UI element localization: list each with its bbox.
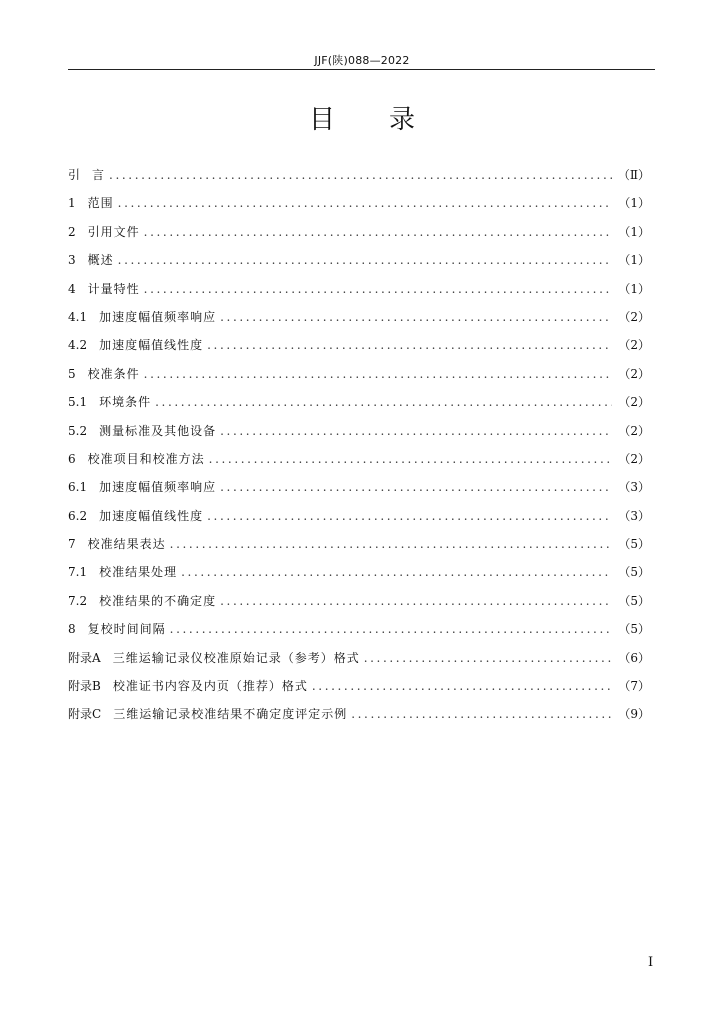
toc-entry-page: （9） bbox=[618, 707, 650, 722]
toc-entry-spacer bbox=[87, 303, 99, 331]
toc-entry-title: 加速度幅值线性度 bbox=[99, 338, 204, 353]
title-char-right: 录 bbox=[389, 105, 416, 135]
toc-entry-page: （2） bbox=[618, 395, 650, 410]
toc-dot-leader bbox=[209, 445, 613, 473]
toc-dot-leader bbox=[207, 502, 612, 530]
toc-entry-6-1[interactable] bbox=[68, 473, 650, 501]
toc-entry-number: 7.1 bbox=[68, 565, 88, 580]
toc-entry-1[interactable] bbox=[68, 189, 650, 217]
toc-dot-leader bbox=[220, 303, 612, 331]
toc-entry-number: 5.2 bbox=[68, 423, 88, 438]
toc-entry-number: 2 bbox=[68, 224, 76, 239]
toc-entry-title: 加速度幅值频率响应 bbox=[99, 480, 217, 495]
toc-entry-spacer bbox=[76, 360, 88, 388]
toc-entry-number: 附录C bbox=[68, 707, 102, 722]
toc-entry-number: 附录B bbox=[68, 679, 101, 694]
toc-entry-number: 5 bbox=[68, 366, 76, 381]
toc-entry-number: 7 bbox=[68, 537, 76, 552]
toc-entry-title: 加速度幅值线性度 bbox=[99, 508, 204, 523]
toc-entry-page: （Ⅱ） bbox=[617, 168, 650, 182]
toc-entry-spacer bbox=[101, 672, 113, 700]
toc-entry-7[interactable] bbox=[68, 530, 650, 558]
toc-entry-page: （2） bbox=[618, 309, 650, 324]
toc-entry-spacer bbox=[76, 189, 88, 217]
toc-entry-title: 范围 bbox=[87, 196, 114, 211]
toc-entry-spacer bbox=[76, 246, 88, 274]
toc-entry-title: 校准结果处理 bbox=[99, 565, 178, 580]
toc-entry-spacer bbox=[80, 161, 92, 189]
toc-entry-appendix-b[interactable] bbox=[68, 672, 650, 700]
toc-entry-2[interactable] bbox=[68, 218, 650, 246]
toc-entry-spacer bbox=[87, 331, 99, 359]
toc-entry-title: 加速度幅值频率响应 bbox=[99, 309, 217, 324]
toc-entry-page: （5） bbox=[618, 622, 650, 637]
toc-entry-page: （5） bbox=[618, 565, 650, 580]
toc-entry-foreword[interactable] bbox=[68, 161, 650, 189]
toc-dot-leader bbox=[144, 360, 613, 388]
toc-entry-6-2[interactable] bbox=[68, 502, 650, 530]
toc-entry-number: 附录A bbox=[68, 650, 101, 665]
toc-entry-page: （5） bbox=[618, 593, 650, 608]
toc-entry-title: 引用文件 bbox=[87, 224, 140, 239]
toc-entry-page: （3） bbox=[618, 508, 650, 523]
toc-entry-spacer bbox=[76, 530, 88, 558]
toc-entry-5-1[interactable] bbox=[68, 388, 650, 416]
toc-dot-leader bbox=[144, 275, 613, 303]
toc-entry-title: 计量特性 bbox=[87, 281, 140, 296]
toc-entry-page: （3） bbox=[618, 480, 650, 495]
toc-entry-spacer bbox=[87, 473, 99, 501]
toc-entry-spacer bbox=[76, 615, 88, 643]
toc-dot-leader bbox=[364, 644, 613, 672]
toc-entry-7-2[interactable] bbox=[68, 587, 650, 615]
toc-entry-title: 校准条件 bbox=[87, 366, 140, 381]
toc-entry-5-2[interactable] bbox=[68, 417, 650, 445]
toc-entry-number: 6.1 bbox=[68, 480, 88, 495]
toc-entry-page: （2） bbox=[618, 338, 650, 353]
toc-entry-number: 4.2 bbox=[68, 338, 88, 353]
toc-entry-number: 4 bbox=[68, 281, 76, 296]
toc-entry-appendix-c[interactable] bbox=[68, 700, 650, 728]
toc-entry-spacer bbox=[87, 587, 99, 615]
table-of-contents bbox=[68, 161, 650, 729]
toc-entry-5[interactable] bbox=[68, 360, 650, 388]
toc-entry-spacer bbox=[87, 417, 99, 445]
toc-entry-page: （1） bbox=[618, 253, 650, 268]
toc-entry-number: 引 bbox=[68, 168, 81, 182]
toc-entry-number: 7.2 bbox=[68, 593, 88, 608]
toc-dot-leader bbox=[155, 388, 612, 416]
toc-dot-leader bbox=[312, 672, 613, 700]
toc-entry-number: 8 bbox=[68, 622, 76, 637]
toc-entry-spacer bbox=[76, 445, 88, 473]
toc-entry-title: 复校时间间隔 bbox=[87, 622, 166, 637]
document-code-header: JJF(陕)088—2022 bbox=[314, 54, 410, 67]
toc-entry-title: 言 bbox=[92, 168, 106, 182]
toc-entry-spacer bbox=[101, 644, 113, 672]
title-char-left: 目 bbox=[308, 105, 335, 135]
toc-entry-title: 校准结果的不确定度 bbox=[99, 593, 217, 608]
page-number: I bbox=[648, 955, 654, 970]
toc-entry-page: （1） bbox=[618, 196, 650, 211]
toc-entry-appendix-a[interactable] bbox=[68, 644, 650, 672]
page-title bbox=[0, 103, 724, 137]
toc-entry-8[interactable] bbox=[68, 615, 650, 643]
toc-dot-leader bbox=[170, 615, 613, 643]
toc-entry-7-1[interactable] bbox=[68, 558, 650, 586]
toc-entry-title: 校准证书内容及内页（推荐）格式 bbox=[112, 679, 308, 694]
toc-entry-number: 4.1 bbox=[68, 309, 88, 324]
toc-entry-page: （7） bbox=[618, 679, 650, 694]
toc-entry-page: （1） bbox=[618, 281, 650, 296]
toc-entry-page: （5） bbox=[618, 537, 650, 552]
toc-entry-spacer bbox=[87, 558, 99, 586]
toc-entry-title: 环境条件 bbox=[99, 395, 152, 410]
toc-dot-leader bbox=[207, 331, 612, 359]
toc-dot-leader bbox=[118, 246, 613, 274]
toc-entry-6[interactable] bbox=[68, 445, 650, 473]
toc-dot-leader bbox=[118, 189, 613, 217]
toc-entry-title: 三维运输记录校准结果不确定度评定示例 bbox=[113, 707, 348, 722]
toc-entry-title: 概述 bbox=[87, 253, 114, 268]
toc-dot-leader bbox=[351, 700, 612, 728]
toc-entry-page: （2） bbox=[618, 451, 650, 466]
toc-dot-leader bbox=[181, 558, 612, 586]
toc-entry-page: （6） bbox=[618, 650, 650, 665]
toc-entry-spacer bbox=[76, 275, 88, 303]
header-rule bbox=[68, 69, 655, 70]
toc-entry-spacer bbox=[101, 700, 113, 728]
toc-dot-leader bbox=[144, 218, 613, 246]
toc-entry-4-1[interactable] bbox=[68, 303, 650, 331]
toc-entry-4-2[interactable] bbox=[68, 331, 650, 359]
toc-entry-4[interactable] bbox=[68, 275, 650, 303]
toc-entry-number: 6.2 bbox=[68, 508, 88, 523]
toc-entry-number: 6 bbox=[68, 451, 76, 466]
toc-dot-leader bbox=[220, 417, 612, 445]
toc-entry-3[interactable] bbox=[68, 246, 650, 274]
toc-entry-number: 5.1 bbox=[68, 395, 88, 410]
toc-dot-leader bbox=[109, 161, 612, 189]
toc-entry-number: 1 bbox=[68, 196, 76, 211]
toc-entry-title: 校准项目和校准方法 bbox=[87, 451, 205, 466]
toc-entry-title: 校准结果表达 bbox=[87, 537, 166, 552]
toc-entry-title: 三维运输记录仪校准原始记录（参考）格式 bbox=[112, 650, 360, 665]
toc-dot-leader bbox=[170, 530, 613, 558]
toc-entry-spacer bbox=[87, 502, 99, 530]
toc-entry-page: （2） bbox=[618, 366, 650, 381]
toc-dot-leader bbox=[220, 473, 612, 501]
toc-entry-number: 3 bbox=[68, 253, 76, 268]
toc-dot-leader bbox=[220, 587, 612, 615]
toc-entry-spacer bbox=[76, 218, 88, 246]
toc-entry-spacer bbox=[87, 388, 99, 416]
toc-entry-page: （2） bbox=[618, 423, 650, 438]
toc-entry-page: （1） bbox=[618, 224, 650, 239]
toc-entry-title: 测量标准及其他设备 bbox=[99, 423, 217, 438]
